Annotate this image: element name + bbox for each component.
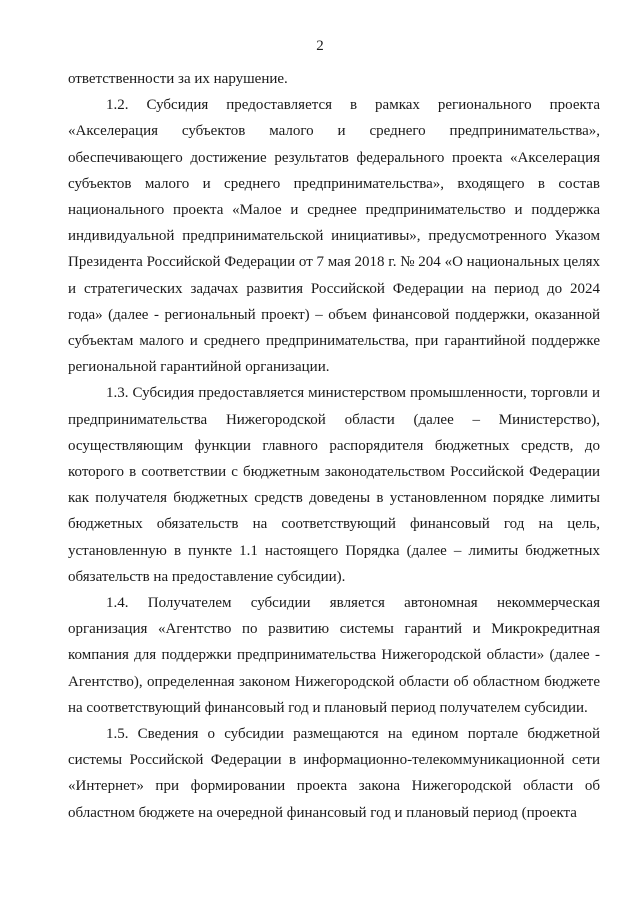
- paragraph-1-3: 1.3. Субсидия предоставляется министерством промышленности, торговли и предпринимательства Нижегородской области (далее – Министерство), осуществляющим функции главного распорядителя бюджетных средств, до которого в соответствии с бюджетным законодательством Российской Федерации как получателя бюджетных средств доведены в установленном порядке лимиты бюджетных обязательств на соответствующий финансовый год на цель, установленную в пункте 1.1 настоящего Порядка (далее – лимиты бюджетных обязательств на предоставление субсидии).: [68, 385, 600, 585]
- paragraph-1-5: 1.5. Сведения о субсидии размещаются на едином портале бюджетной системы Российской Федерации в информационно-телекоммуникационной сети «Интернет» при формировании проекта закона Нижегородской области об областном бюджете на очередной финансовый год и плановый период (проекта: [68, 726, 600, 821]
- paragraph-1-4: 1.4. Получателем субсидии является автономная некоммерческая организация «Агентство по развитию системы гарантий и Микрокредитная компания для поддержки предпринимательства Нижегородской области» (далее - Агентство), определенная законом Нижегородской области об областном бюджете на соответствующий финансовый год и плановый период получателем субсидии.: [68, 595, 600, 716]
- paragraph-1-2: 1.2. Субсидия предоставляется в рамках регионального проекта «Акселерация субъектов малого и среднего предпринимательства», обеспечивающего достижение результатов федерального проекта «Акселерация субъектов малого и среднего предпринимательства», входящего в состав национального проекта «Малое и среднее предпринимательство и поддержка индивидуальной предпринимательской инициативы», предусмотренного Указом Президента Российской Федерации от 7 мая 2018 г. № 204 «О национальных целях и стратегических задачах развития Российской Федерации на период до 2024 года» (далее - региональный проект) – объем финансовой поддержки, оказанной субъектам малого и среднего предпринимательства, при гарантийной поддержке региональной гарантийной организации.: [68, 97, 600, 376]
- page-number: 2: [316, 38, 324, 54]
- document-body: [68, 66, 600, 826]
- paragraph-continuation: ответственности за их нарушение.: [68, 71, 288, 87]
